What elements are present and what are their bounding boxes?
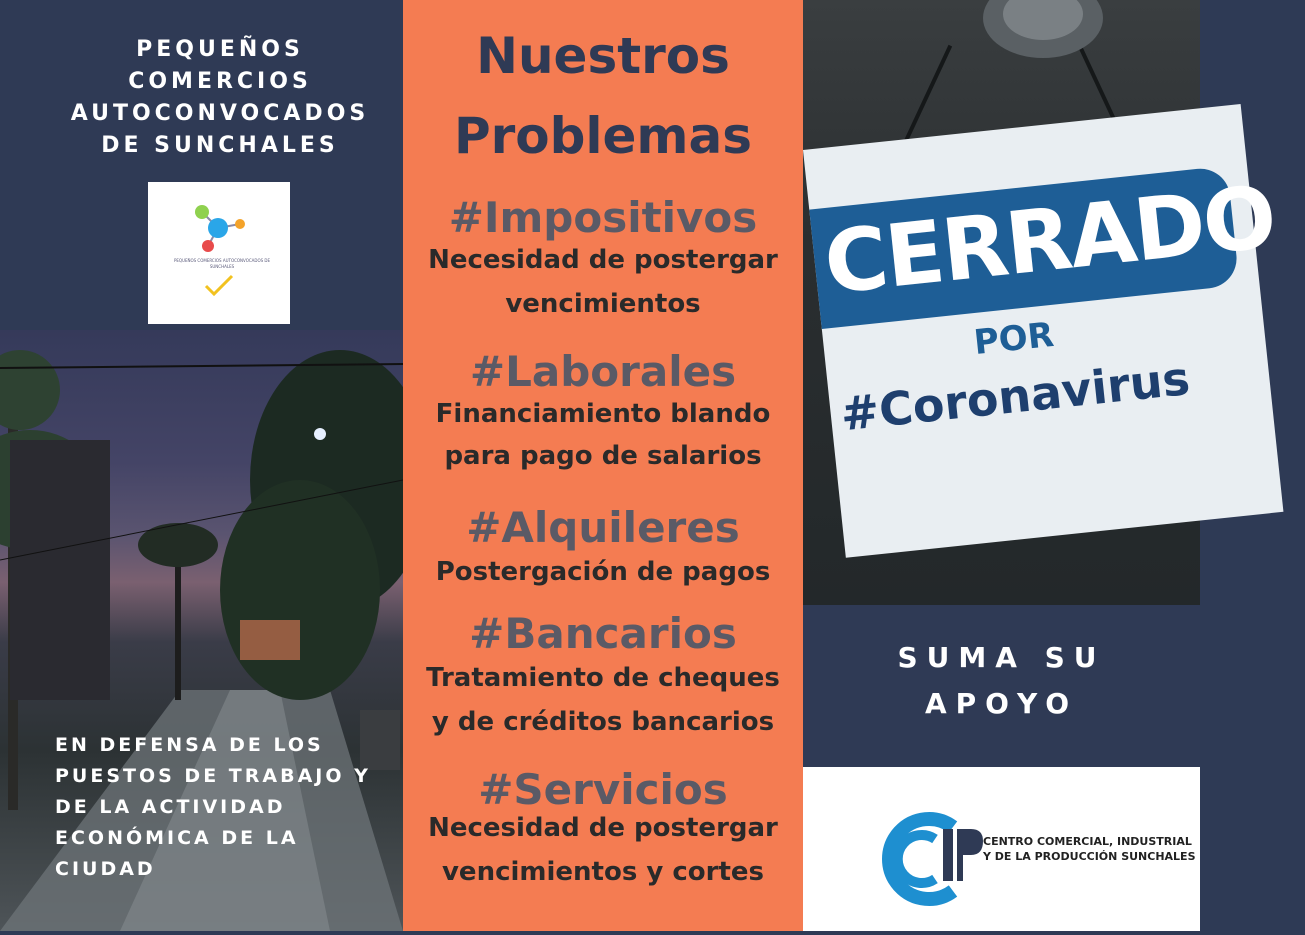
desc-alquileres-1: Postergación de pagos	[435, 557, 771, 587]
desc-bancarios-2: y de créditos bancarios	[431, 707, 775, 737]
desc-servicios-2: vencimientos y cortes	[441, 857, 765, 887]
desc-laborales-1: Financiamiento blando	[435, 399, 771, 429]
sign-cerrado: CERRADO	[819, 167, 1280, 315]
desc-impositivos-1: Necesidad de postergar	[428, 245, 778, 275]
tag-impositivos: #Impositivos	[448, 193, 758, 242]
cci-name: CENTRO COMERCIAL, INDUSTRIAL Y DE LA PRODUCCIÓN SUNCHALES	[983, 835, 1196, 863]
tag-servicios: #Servicios	[478, 765, 728, 814]
desc-servicios-1: Necesidad de postergar	[428, 813, 778, 843]
cci-logo-icon	[803, 767, 983, 931]
suction-cup-icon	[803, 0, 1200, 80]
problems-panel	[403, 0, 803, 931]
desc-impositivos-2: vencimientos	[505, 289, 701, 319]
sign-por: POR	[972, 314, 1056, 364]
heading-line-2: Problemas	[453, 107, 753, 165]
desc-laborales-2: para pago de salarios	[444, 441, 762, 471]
tag-bancarios: #Bancarios	[469, 609, 737, 658]
support-panel	[803, 605, 1200, 767]
tag-alquileres: #Alquileres	[466, 503, 740, 552]
organization-logo-card	[148, 182, 290, 324]
defense-statement: EN DEFENSA DE LOS PUESTOS DE TRABAJO Y DE LA ACTIVIDAD ECONÓMICA DE LA CIUDAD	[55, 734, 371, 880]
sign-hashtag: #Coronavirus	[838, 350, 1193, 442]
tag-laborales: #Laborales	[469, 347, 737, 396]
desc-bancarios-1: Tratamiento de cheques	[426, 663, 780, 693]
cci-panel	[803, 767, 1200, 931]
closed-sign-photo	[803, 0, 1280, 605]
support-call: SUMA SU APOYO	[897, 641, 1106, 720]
molecule-logo-icon	[148, 182, 290, 324]
organization-title: PEQUEÑOS COMERCIOS AUTOCONVOCADOS DE SUNCHALES	[70, 37, 370, 158]
heading-line-1: Nuestros	[476, 27, 730, 85]
logo-caption: PEQUEÑOS COMERCIOS AUTOCONVOCADOS DE SUNCHALES	[173, 258, 271, 269]
checkmark-icon	[206, 276, 232, 294]
closed-sign	[803, 104, 1283, 558]
